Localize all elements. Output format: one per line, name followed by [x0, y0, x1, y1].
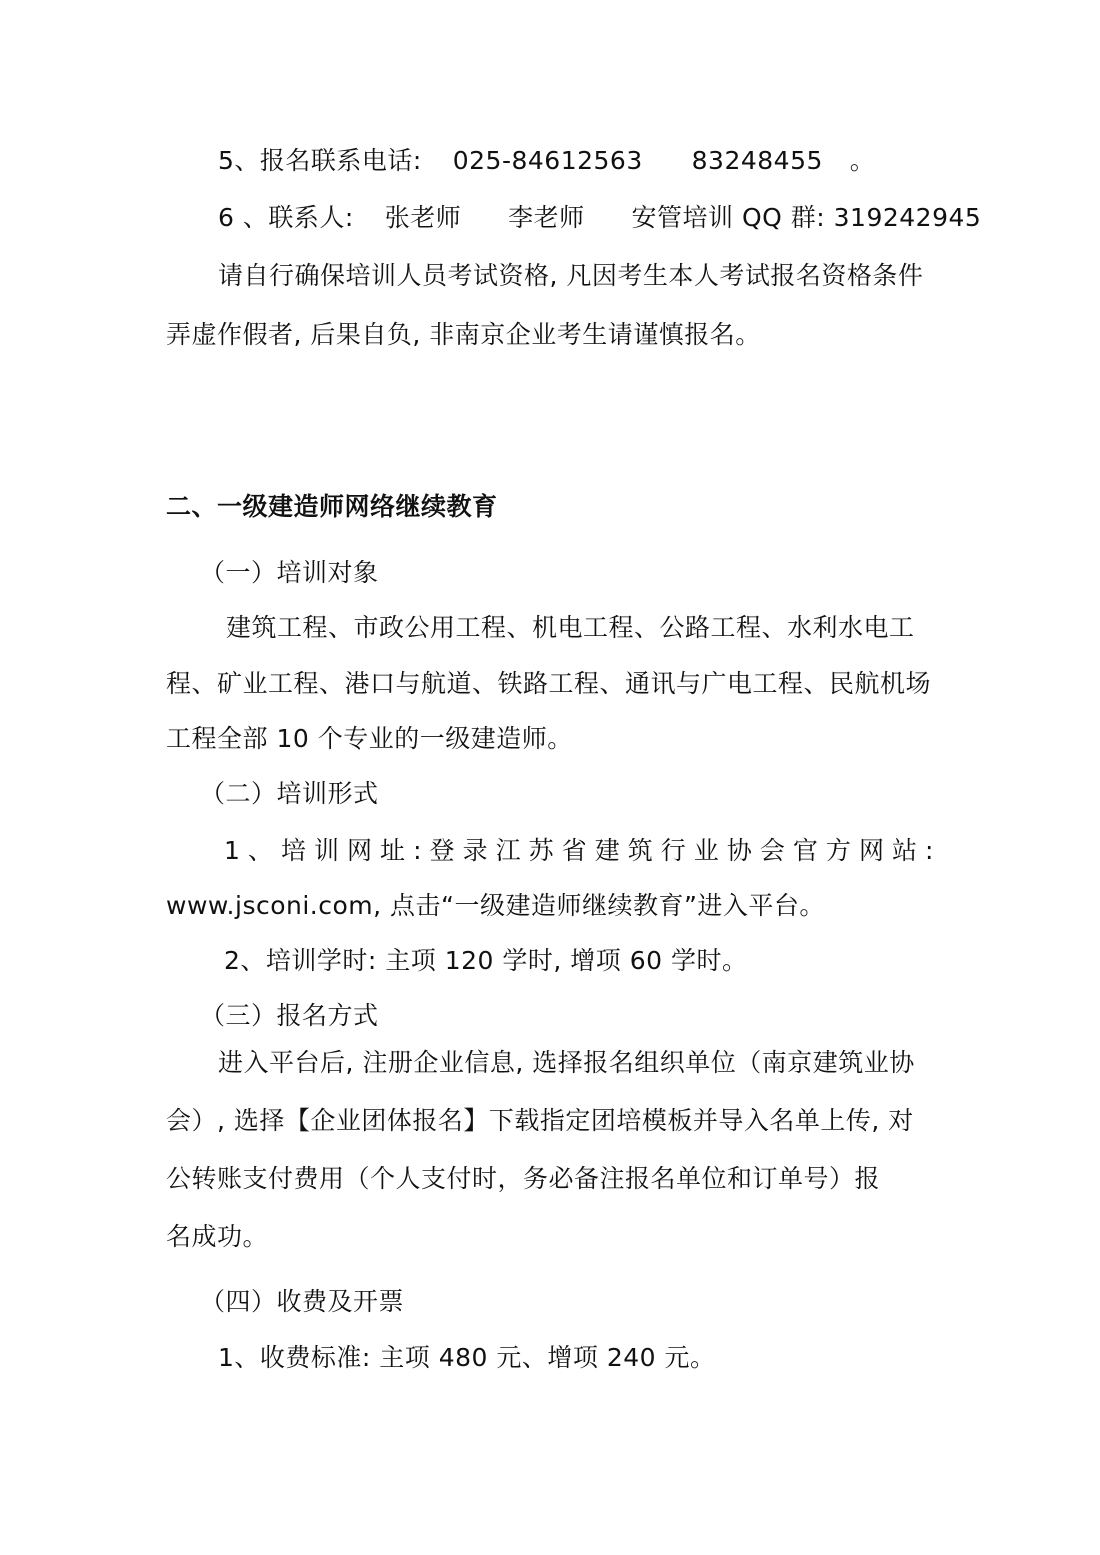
url-char: 站	[891, 836, 918, 865]
contact-person-line	[218, 201, 981, 235]
subsection-title-1: （一）培训对象	[200, 558, 379, 587]
paragraph-line: 名成功。	[166, 1222, 269, 1251]
url-char: 录	[462, 836, 489, 865]
url-char: 网	[347, 836, 373, 865]
url-char: 址	[380, 836, 406, 865]
contact-person-label: 6 、联系人:	[218, 203, 354, 232]
contact-phone-2: 83248455	[691, 146, 823, 175]
contact-phone-line	[218, 144, 875, 178]
url-char: 登	[429, 836, 456, 865]
url-char: 业	[693, 836, 720, 865]
url-char: 苏	[528, 836, 555, 865]
qq-group: 安管培训 QQ 群: 319242945	[631, 203, 982, 232]
url-char: 江	[495, 836, 522, 865]
contact-phone-end: 。	[849, 146, 876, 175]
training-url-text: www.jsconi.com, 点击“一级建造师继续教育”进入平台。	[166, 891, 825, 920]
notice-line-2: 弄虚作假者, 后果自负, 非南京企业考生请谨慎报名。	[166, 320, 761, 349]
training-hours: 2、培训学时: 主项 120 学时, 增项 60 学时。	[224, 946, 748, 975]
subsection-title-2: （二）培训形式	[200, 779, 379, 808]
fee-standard: 1、收费标准: 主项 480 元、增项 240 元。	[218, 1343, 716, 1372]
url-char: 官	[792, 836, 819, 865]
contact-phone-label: 5、报名联系电话:	[218, 146, 422, 175]
contact-person-2: 李老师	[508, 203, 585, 232]
training-url-line	[224, 834, 934, 868]
paragraph-line: 工程全部 10 个专业的一级建造师。	[166, 724, 573, 753]
url-char: :	[925, 836, 934, 865]
notice-line-1: 请自行确保培训人员考试资格, 凡因考生本人考试报名资格条件	[218, 261, 924, 290]
url-char: 筑	[627, 836, 654, 865]
url-char: 训	[313, 836, 340, 865]
url-char: :	[413, 836, 423, 865]
url-char: 培	[280, 836, 307, 865]
url-char: 协	[726, 836, 753, 865]
url-char: 1	[224, 836, 241, 865]
section-title: 二、一级建造师网络继续教育	[166, 492, 498, 521]
url-char: 行	[660, 836, 687, 865]
url-char: 、	[247, 836, 274, 865]
paragraph-line: 建筑工程、市政公用工程、机电工程、公路工程、水利水电工	[226, 613, 915, 642]
contact-phone-1: 025-84612563	[452, 146, 643, 175]
url-char: 建	[594, 836, 621, 865]
paragraph-line: 进入平台后, 注册企业信息, 选择报名组织单位（南京建筑业协	[218, 1048, 915, 1077]
subsection-title-3: （三）报名方式	[200, 1001, 379, 1030]
paragraph-line: 程、矿业工程、港口与航道、铁路工程、通讯与广电工程、民航机场	[166, 669, 932, 698]
url-char: 会	[759, 836, 786, 865]
url-char: 方	[825, 836, 852, 865]
paragraph-line: 会）, 选择【企业团体报名】下载指定团培模板并导入名单上传, 对	[166, 1106, 914, 1135]
subsection-title-4: （四）收费及开票	[200, 1287, 405, 1316]
contact-person-1: 张老师	[384, 203, 462, 232]
url-char: 省	[561, 836, 588, 865]
url-char: 网	[858, 836, 885, 865]
paragraph-line: 公转账支付费用（个人支付时，务必备注报名单位和订单号）报	[166, 1164, 881, 1193]
